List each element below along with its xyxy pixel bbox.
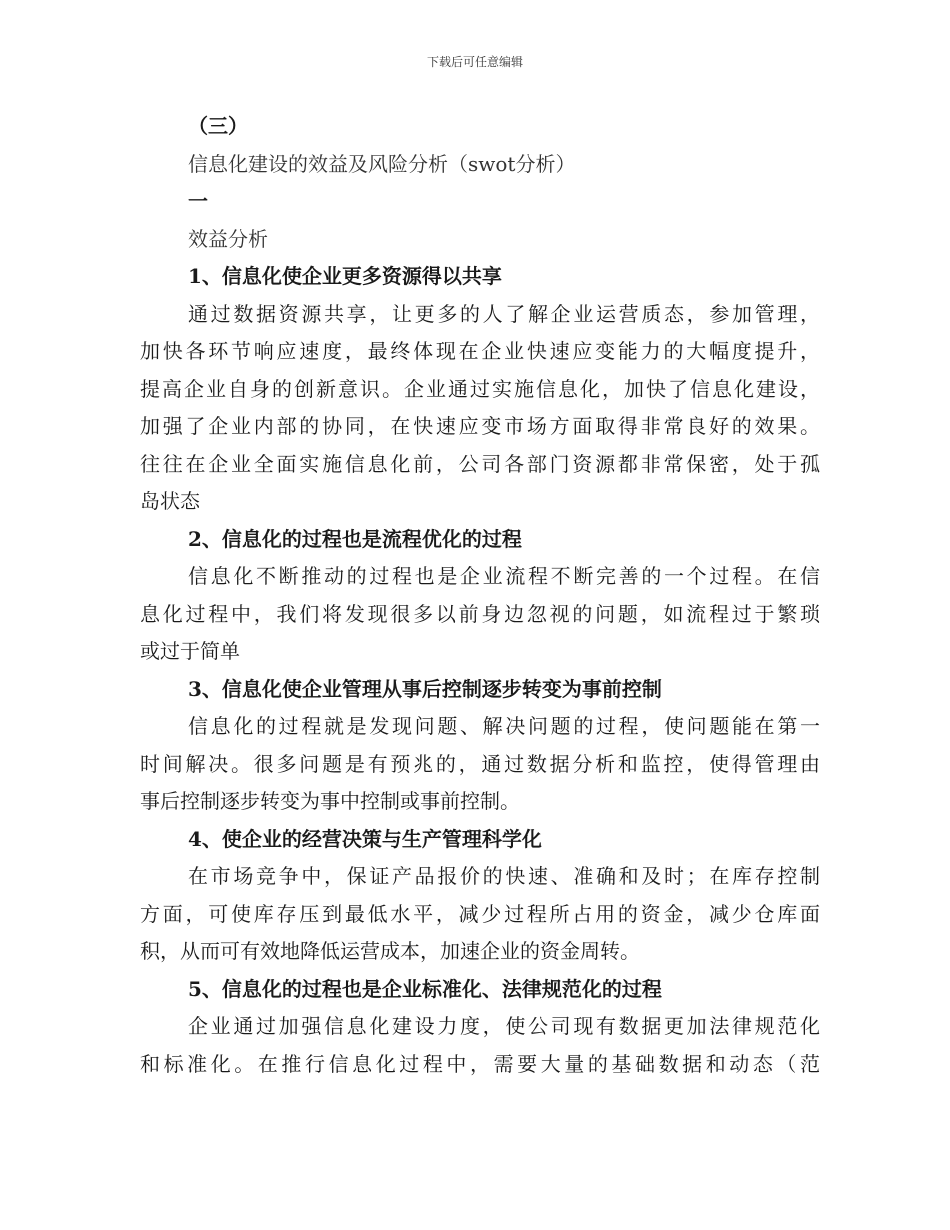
document-body [140,108,820,1083]
paragraph-line: 时间解决。很多问题是有预兆的，通过数据分析和监控，使得管理由 [140,751,820,776]
paragraph-line: 加强了企业内部的协同，在快速应变市场方面取得非常良好的效果。 [140,414,820,438]
paragraph-line: 信息化不断推动的过程也是企业流程不断完善的一个过程。在信 [188,564,820,588]
paragraph-line: 往往在企业全面实施信息化前，公司各部门资源都非常保密，处于孤 [140,451,820,476]
item-heading: 1、信息化使企业更多资源得以共享 [188,264,502,288]
paragraph-line: 在市场竞争中，保证产品报价的快速、准确和及时；在库存控制 [188,864,820,888]
page-header: 下载后可任意编辑 [426,55,523,69]
paragraph-line: 事后控制逐步转变为事中控制或事前控制。 [140,789,520,813]
paragraph-line: 和标准化。在推行信息化过程中，需要大量的基础数据和动态（范 [140,1051,820,1076]
paragraph-line: 通过数据资源共享，让更多的人了解企业运营质态，参加管理， [188,301,820,326]
paragraph-line: 积，从而可有效地降低运营成本，加速企业的资金周转。 [140,939,640,963]
item-heading: 5、信息化的过程也是企业标准化、法律规范化的过程 [188,976,662,1001]
paragraph-line: 或过于简单 [140,639,240,663]
subsection-title: 效益分析 [188,226,268,251]
paragraph-line: 方面，可使库存压到最低水平，减少过程所占用的资金，减少仓库面 [140,901,820,926]
paragraph-line: 企业通过加强信息化建设力度，使公司现有数据更加法律规范化 [188,1014,820,1038]
paragraph-line: 加快各环节响应速度，最终体现在企业快速应变能力的大幅度提升， [140,339,820,363]
paragraph-line: 息化过程中，我们将发现很多以前身边忽视的问题，如流程过于繁琐 [140,601,820,626]
section-number: （三） [188,114,248,138]
section-title: 信息化建设的效益及风险分析（swot分析） [188,151,576,176]
paragraph-line: 信息化的过程就是发现问题、解决问题的过程，使问题能在第一 [188,714,820,738]
item-heading: 3、信息化使企业管理从事后控制逐步转变为事前控制 [188,676,662,701]
subsection-number: 一 [188,189,208,213]
paragraph-line: 岛状态 [140,489,200,513]
paragraph-line: 提高企业自身的创新意识。企业通过实施信息化，加快了信息化建设， [140,376,820,401]
item-heading: 4、使企业的经营决策与生产管理科学化 [188,826,542,851]
item-heading: 2、信息化的过程也是流程优化的过程 [188,526,522,551]
